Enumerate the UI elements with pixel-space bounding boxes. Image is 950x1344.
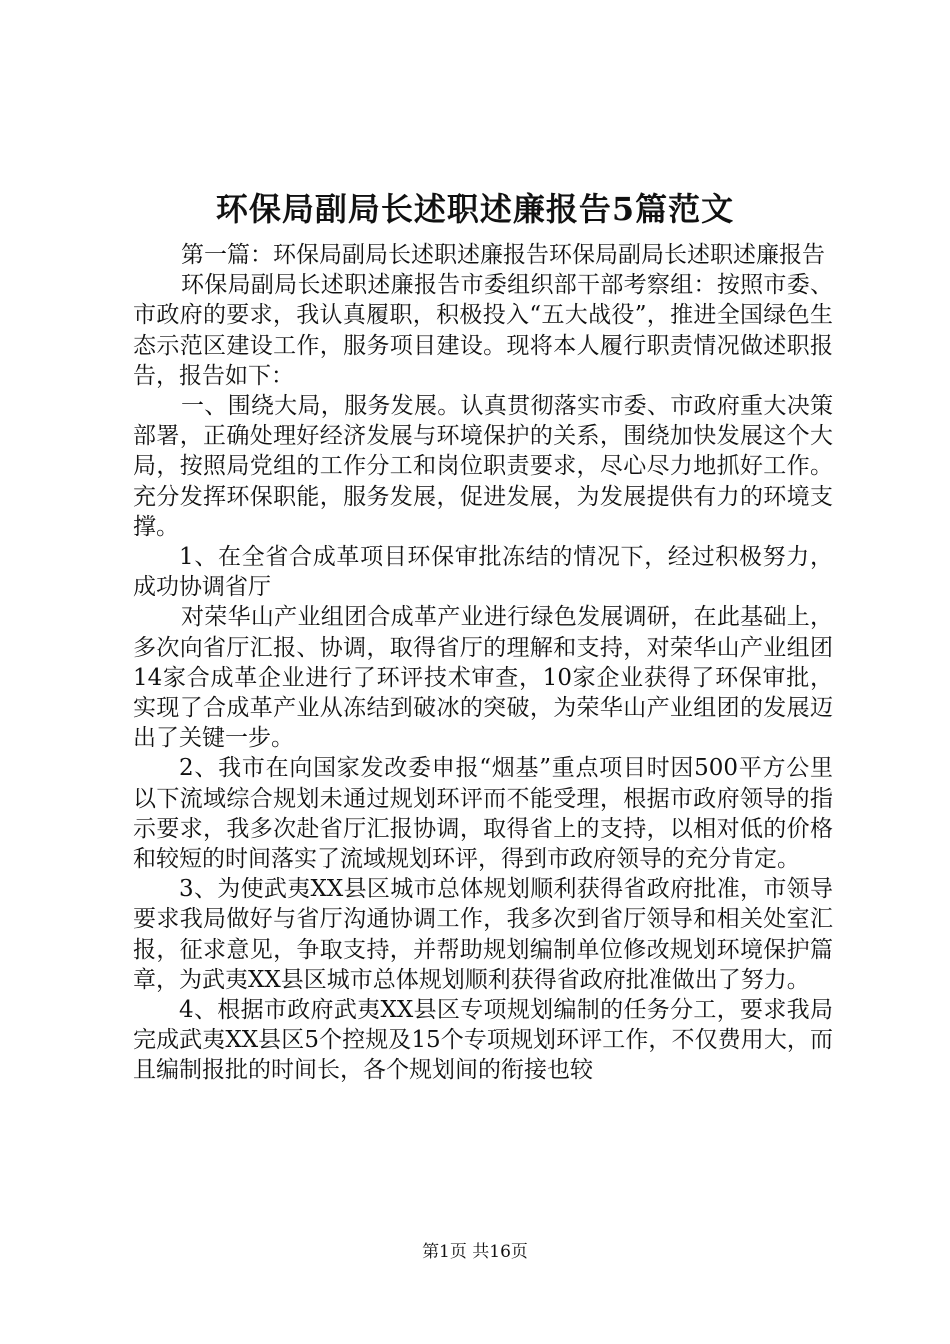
paragraph-item-3: 3、为使武夷XX县区城市总体规划顺利获得省政府批准，市领导要求我局做好与省厅沟通协调工作，我多次到省厅领导和相关处室汇报，征求意见，争取支持，并帮助规划编制单位修改规划环境保护篇章，为武夷XX县区城市总体规划顺利获得省政府批准做出了努力。 (133, 876, 833, 993)
paragraph-item-1-detail: 对荣华山产业组团合成革产业进行绿色发展调研，在此基础上，多次向省厅汇报、协调，取得省厅的理解和支持，对荣华山产业组团14家合成革企业进行了环评技术审查，10家企业获得了环保审批，实现了合成革产业从冻结到破冰的突破，为荣华山产业组团的发展迈出了关键一步。 (133, 604, 833, 752)
paragraph-item-1: 1、在全省合成革项目环保审批冻结的情况下，经过积极努力，成功协调省厅 (133, 544, 833, 601)
paragraph-item-4: 4、根据市政府武夷XX县区专项规划编制的任务分工，要求我局完成武夷XX县区5个控规及15个专项规划环评工作，不仅费用大，而且编制报批的时间长，各个规划间的衔接也较 (133, 997, 833, 1084)
document-body (133, 240, 833, 1086)
paragraph-intro: 环保局副局长述职述廉报告市委组织部干部考察组：按照市委、市政府的要求，我认真履职，积极投入“五大战役”，推进全国绿色生态示范区建设工作，服务项目建设。现将本人履行职责情况做述职报告，报告如下： (133, 272, 833, 389)
paragraph-item-2: 2、我市在向国家发改委申报“烟基”重点项目时因500平方公里以下流域综合规划未通过规划环评而不能受理，根据市政府领导的指示要求，我多次赴省厅汇报协调，取得省上的支持，以相对低的价格和较短的时间落实了流域规划环评，得到市政府领导的充分肯定。 (133, 755, 833, 873)
paragraph-section-one: 一、围绕大局，服务发展。认真贯彻落实市委、市政府重大决策部署，正确处理好经济发展与环境保护的关系，围绕加快发展这个大局，按照局党组的工作分工和岗位职责要求，尽心尽力地抓好工作。充分发挥环保职能，服务发展，促进发展，为发展提供有力的环境支撑。 (133, 393, 833, 540)
page-number-footer: 第1页 共16页 (422, 1242, 528, 1262)
document-title: 环保局副局长述职述廉报告5篇范文 (215, 190, 735, 228)
paragraph-chapter-heading: 第一篇：环保局副局长述职述廉报告环保局副局长述职述廉报告 (181, 242, 825, 268)
